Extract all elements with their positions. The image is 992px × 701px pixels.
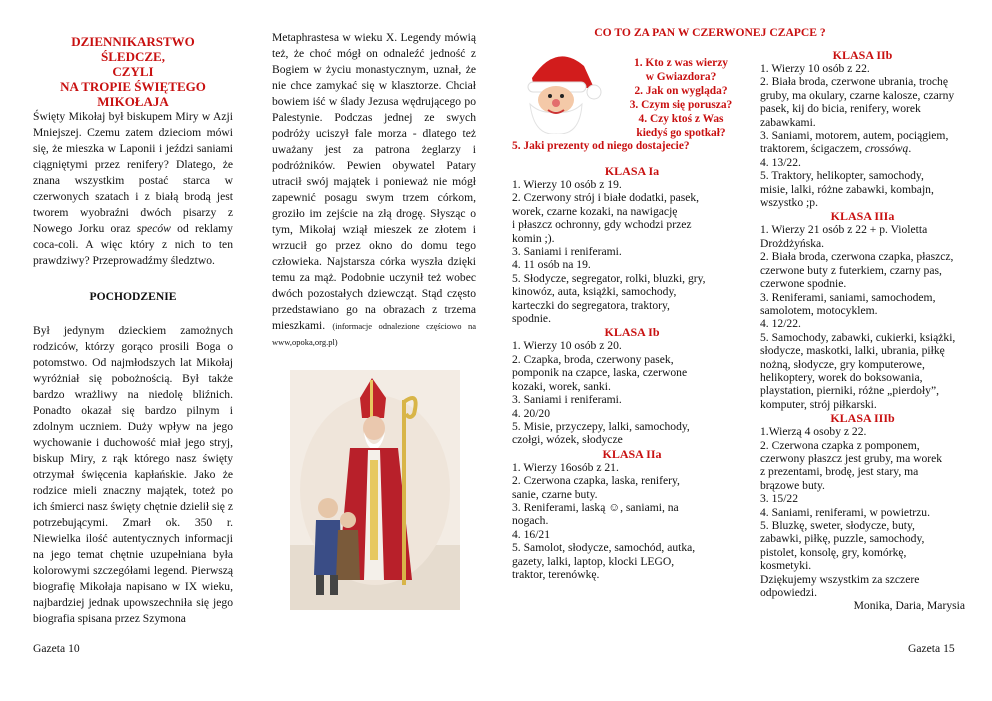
- class-heading-ib: KLASA Ib: [604, 325, 660, 340]
- intro-paragraph: Święty Mikołaj był biskupem Miry w Azji Mniejszej. Czemu zatem dzieciom mówi się, że mieszka w Laponii i jeździ saniami ciągniętymi przez renifery? Dlatego, że znana wszystkim postać starca w czerwonych szatach i z białą brodą jest tworem wyobraźni dwóch pisarzy z Nowego Jorku oraz speców od reklamy coca-coli. A więc który z nich to ten prawdziwy? Przeprowadźmy śledztwo.: [33, 110, 233, 267]
- answers-iia: 1. Wierzy 16osób z 21. 2. Czerwona czapka, laska, renifery, sanie, czarne buty. 3. Reniferami, laską ☺, saniami, na nogach. 4. 16/21 5. Samolot, słodycze, samochód, autka, gazety, lalki, laptop, klocki LEGO, traktor, terenówkę.: [512, 460, 696, 581]
- origin-paragraph: Był jedynym dzieckiem zamożnych rodziców, którzy gorąco prosili Boga o potomstwo. Od najmłodszych lat Mikołaj wyróżniał się pobożnością. Był także bardzo wrażliwy na niedolę bliźnich. Ponadto okazał się bardzo pilnym i zdolnym uczniem. Duży wpływ na jego wychowanie i duchowość miał jego stryj, biskup Miry, z rąk którego nasz święty otrzymał święcenia kapłańskie. Jako że rodzice mieli znaczny majątek, toteż po ich śmierci nasz święty chętnie dzielił się z potrzebującymi. Zmarł ok. 350 r. Niewielka ilość autentycznych informacji na jego temat chętnie uzupełniana była kolorowymi szczegółami legend. Pierwszą biografię Mikołaja napisano w IX wieku, najbardziej jednak upowszechniła się jego biografia spisana przez Szymona: [33, 324, 233, 625]
- answers-ia: 1. Wierzy 10 osób z 19. 2. Czerwony strój i białe dodatki, pasek, worek, czarne kozaki, na nawigację i płaszcz ochronny, gdy wchodzi przez komin ;). 3. Saniami i reniferami. 4. 11 osób na 19. 5. Słodycze, segregator, rolki, bluzki, gry, kinowóz, auta, książki, samochody, karteczki do segregatora, traktory, spodnie.: [512, 178, 706, 326]
- authors-signature: Monika, Daria, Marysia: [853, 599, 965, 613]
- class-heading-ia: KLASA Ia: [604, 164, 660, 178]
- answers-ib: 1. Wierzy 10 osób z 20. 2. Czapka, broda, czerwony pasek, pomponik na czapce, laska, czerwone kozaki, worek, sanki. 3. Saniami i reniferami. 4. 20/20 5. Misie, przyczepy, lalki, samochody, czołgi, wózek, słodycze: [512, 339, 690, 447]
- article-title: DZIENNIKARSTWO ŚLEDCZE, CZYLI NA TROPIE ŚWIĘTEGO MIKOŁAJA: [60, 34, 206, 109]
- saint-nicholas-painting-icon: [290, 370, 460, 610]
- survey-questions: 1. Kto z was wierzy w Gwiazdora? 2. Jak on wygląda? 3. Czym się porusza? 4. Czy ktoś z Was kiedyś go spotkał?: [629, 57, 733, 139]
- answers-column-2: [760, 48, 965, 613]
- left-column: [33, 34, 233, 627]
- answers-column-1: [512, 164, 752, 581]
- class-heading-iib: KLASA IIb: [832, 48, 893, 62]
- source-note: (informacje odnalezione częściowo na www,opoka,org.pl): [272, 321, 476, 347]
- section-heading-origin: POCHODZENIE: [89, 290, 177, 303]
- class-heading-iiib: KLASA IIIb: [830, 411, 895, 426]
- answers-iib: 1. Wierzy 10 osób z 22. 2. Biała broda, czerwone ubrania, trochę gruby, ma okulary, czarne kalosze, czarny pasek, kij do bicia, renifery, worek zabawkami. 3. Saniami, motorem, autem, pociągiem, traktorem, ścigaczem, crossówą. 4. 13/22. 5. Traktory, helikopter, samochody, misie, lalki, różne zabawki, kombajn, wszystko ;p.: [760, 62, 955, 210]
- class-heading-iia: KLASA IIa: [602, 446, 662, 461]
- santa-claus-icon: [510, 48, 602, 134]
- survey-question-5: 5. Jaki prezenty od niego dostajecie?: [512, 140, 690, 152]
- page-footer-right: Gazeta 15: [908, 642, 955, 655]
- middle-column: [272, 30, 476, 350]
- survey-title: CO TO ZA PAN W CZERWONEJ CZAPCE ?: [594, 26, 826, 39]
- answers-iiib: 1.Wierzą 4 osoby z 22. 2. Czerwona czapka z pomponem, czerwony płaszcz jest gruby, ma worek z prezentami, brodę, jest stary, ma brązowe buty. 3. 15/22 4. Saniami, reniferami, w powietrzu. 5. Bluzkę, sweter, słodycze, buty, zabawki, piłkę, puzzle, samochody, pistolet, konsolę, gry, komórkę, kosmetyki. Dziękujemy wszystkim za szczere odpowiedzi.: [760, 425, 943, 600]
- page-footer-left: Gazeta 10: [33, 642, 80, 655]
- legend-paragraph: Metaphrastesa w wieku X. Legendy mówią też, że choć mógł on odnaleźć jedność z Bogiem w życiu monastycznym, uznał, że nie chce zamykać się w klasztorze. Chciał bowiem iść w ślady Jezusa wędrującego po Palestynie. Podczas jednej ze swych podróży uciszył fale morza - dlatego też uważany jest za patrona żeglarzy i podróżników. Pewien obywatel Patary utracił swój majątek i ponieważ nie mógł zapewnić posagu swym trzem córkom, groziło im zejście na złą drogę. Słysząc o tym, Mikołaj wziął mieszek ze złotem i wrzucił go przez okno do domu tego człowieka. Najstarsza córka wyszła dzięki temu za mąż. Podobnie uczynił też wobec dwóch pozostałych dziewcząt. Stąd często przedstawiano go na obrazach z trzema mieszkami.: [272, 31, 476, 332]
- class-heading-iiia: KLASA IIIa: [830, 209, 895, 224]
- answers-iiia: 1. Wierzy 21 osób z 22 + p. Violetta Drożdżyńska. 2. Biała broda, czerwona czapka, płaszcz, czerwone buty z futerkiem, czarny pas, czerwone spodnie. 3. Reniferami, saniami, samochodem, samolotem, motocyklem. 4. 12/22. 5. Samochody, zabawki, cukierki, książki, słodycze, maskotki, lalki, ubrania, piłkę nożną, słodycze, gry komputerowe, helikoptery, worek do boksowania, playstation, pierniki, różne „pierdoły”, komputer, strój piłkarski.: [760, 223, 956, 411]
